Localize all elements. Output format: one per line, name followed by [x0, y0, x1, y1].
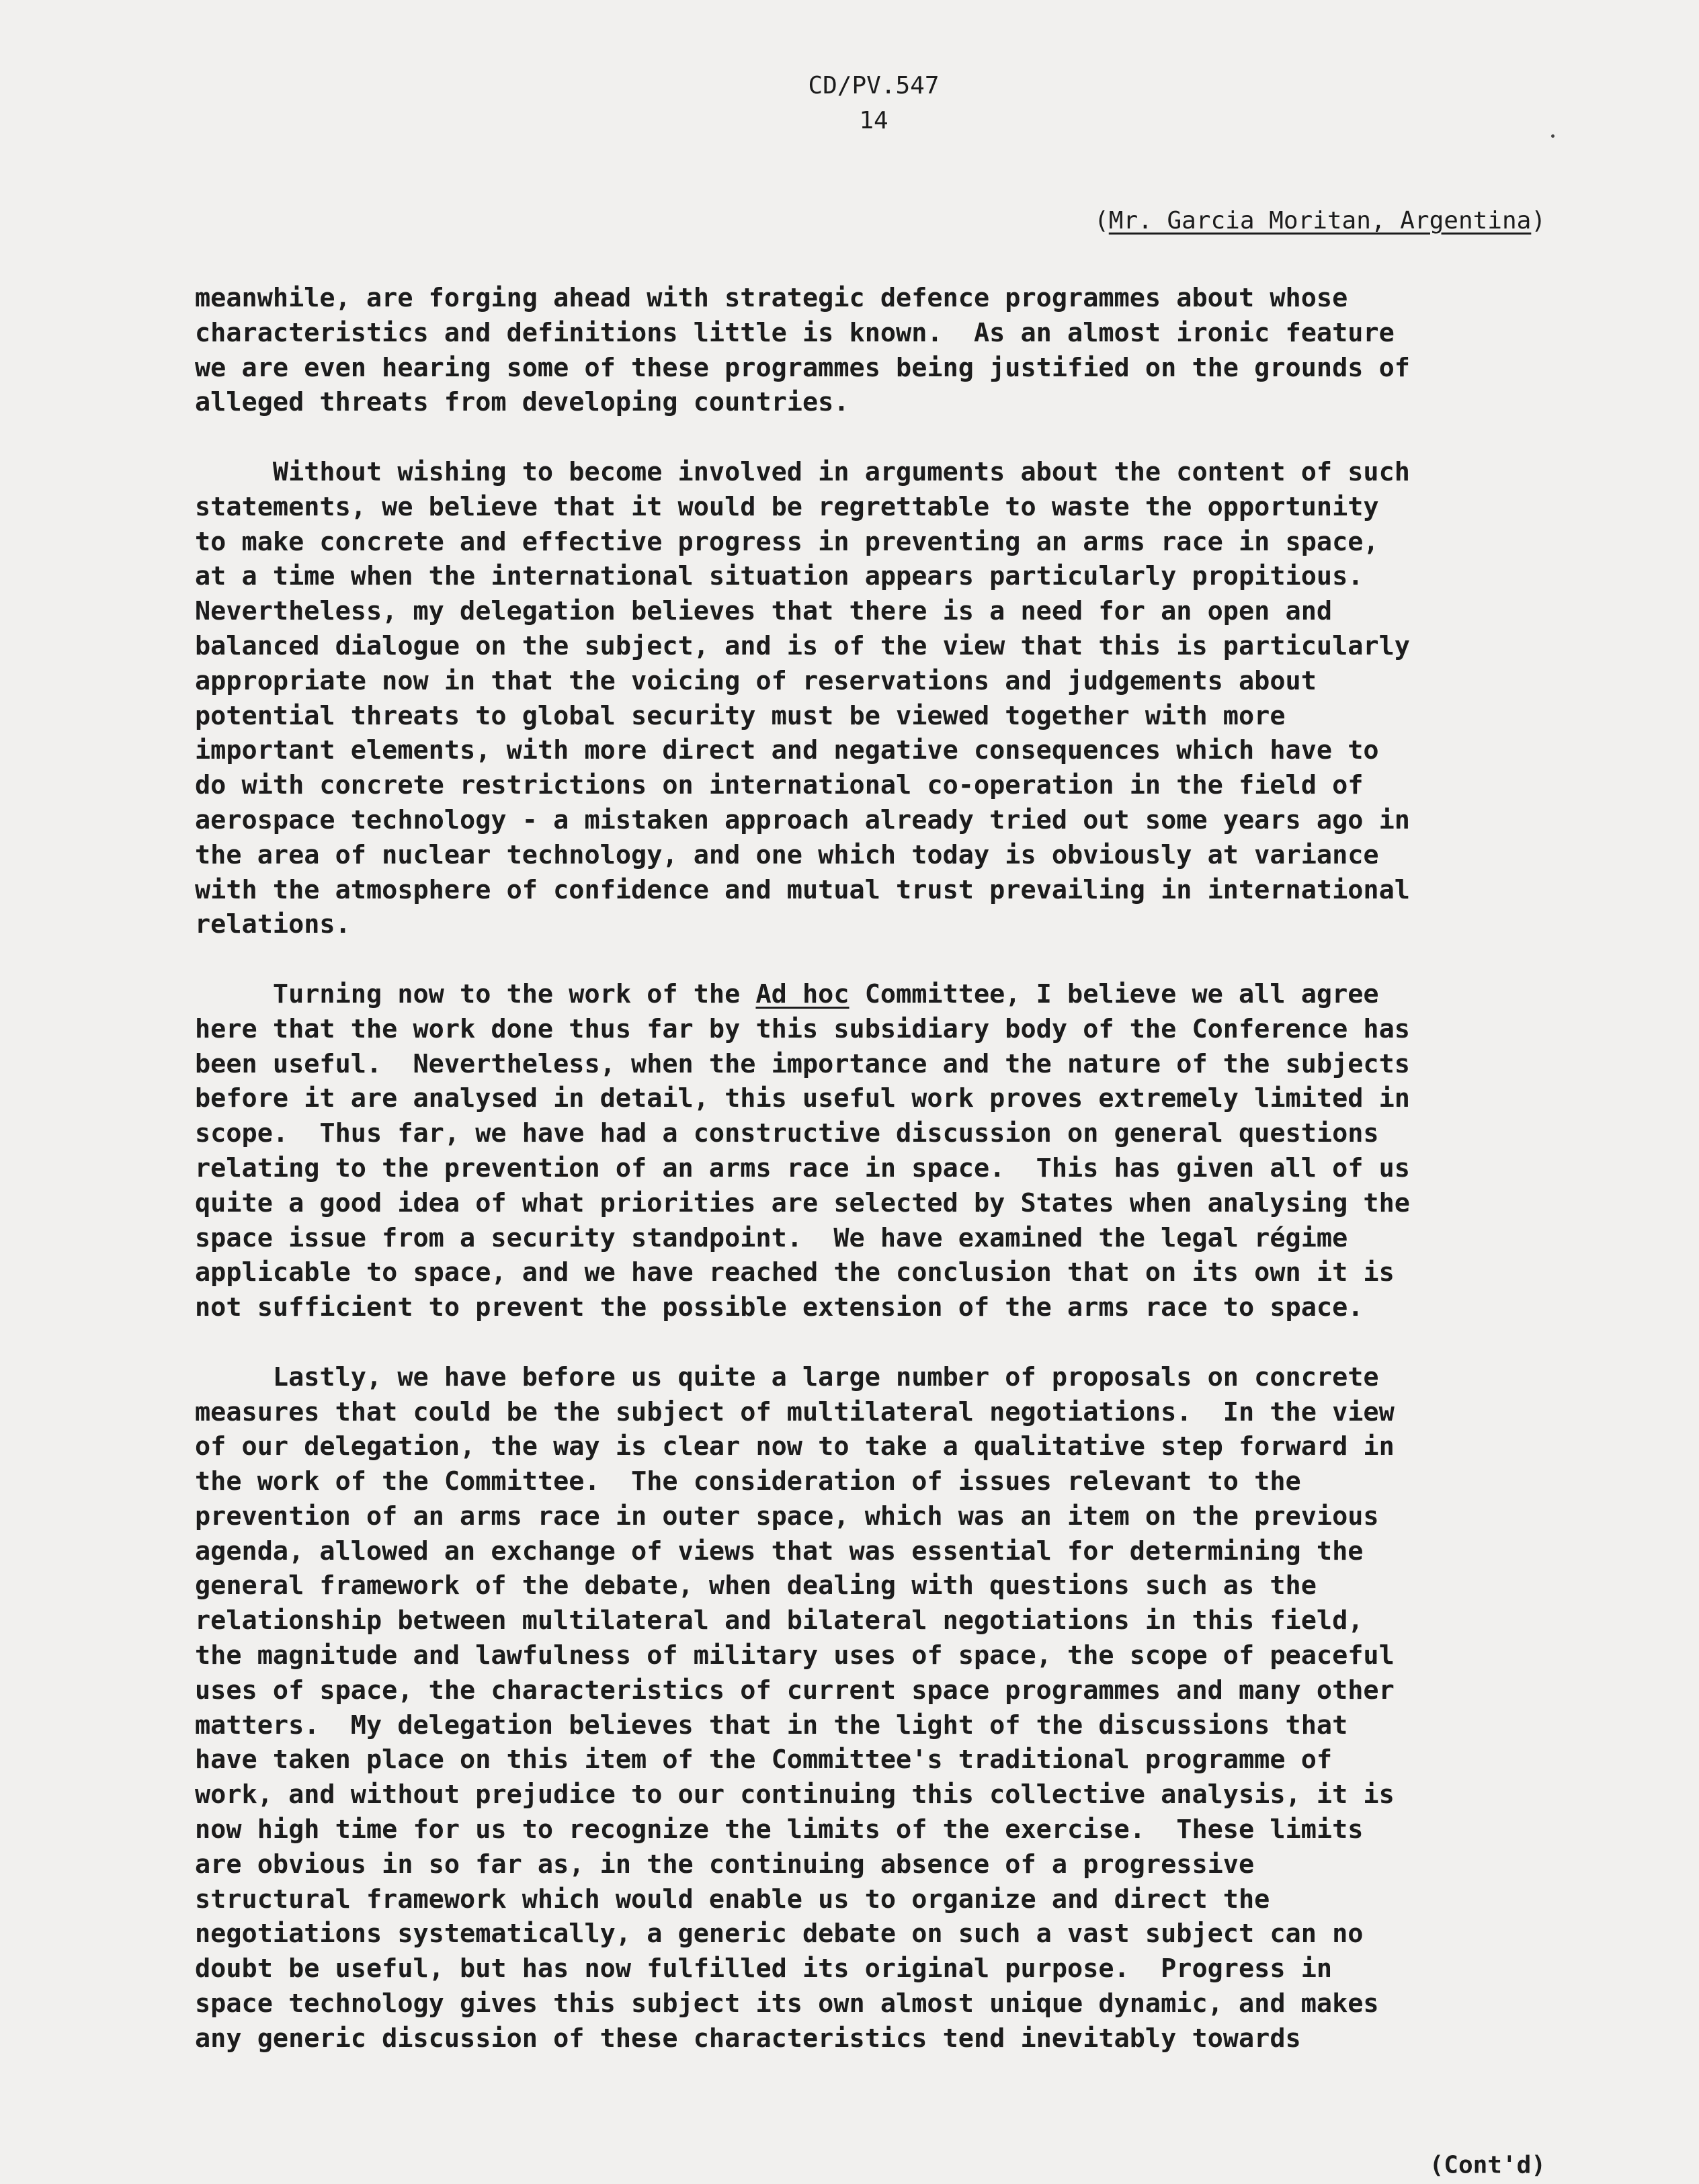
- page-number: 14: [859, 107, 888, 134]
- paragraph: [195, 1360, 1552, 2056]
- text-line: not sufficient to prevent the possible extension of the arms race to space.: [195, 1292, 1364, 1323]
- continuation-marker: (Cont'd): [1429, 2151, 1546, 2179]
- text-line: negotiations systematically, a generic debate on such a vast subject can no: [195, 1919, 1364, 1949]
- text-line: of our delegation, the way is clear now to take a qualitative step forward in: [195, 1431, 1395, 1462]
- text-line: potential threats to global security must be viewed together with more: [195, 700, 1286, 731]
- text-line: have taken place on this item of the Committee's traditional programme of: [195, 1745, 1333, 1775]
- text-line: scope. Thus far, we have had a constructive discussion on general questions: [195, 1118, 1379, 1149]
- text-line: now high time for us to recognize the limits of the exercise. These limits: [195, 1814, 1364, 1845]
- document-header: [793, 69, 954, 138]
- text-line: Lastly, we have before us quite a large number of proposals on concrete: [195, 1361, 1379, 1392]
- text-line: do with concrete restrictions on international co-operation in the field of: [195, 770, 1364, 801]
- paragraph: [195, 977, 1552, 1325]
- text-line: important elements, with more direct and negative consequences which have to: [195, 735, 1379, 766]
- text-line: space technology gives this subject its own almost unique dynamic, and makes: [195, 1988, 1379, 2019]
- text-line: measures that could be the subject of multilateral negotiations. In the view: [195, 1396, 1395, 1427]
- text-line: balanced dialogue on the subject, and is of the view that this is particularly: [195, 630, 1410, 661]
- text-line: alleged threats from developing countries.: [195, 387, 850, 418]
- text-line: general framework of the debate, when dealing with questions such as the: [195, 1570, 1317, 1601]
- text-line: any generic discussion of these characteristics tend inevitably towards: [195, 2023, 1301, 2054]
- text-line: the work of the Committee. The consideration of issues relevant to the: [195, 1466, 1301, 1497]
- scan-speck: [1551, 134, 1555, 138]
- text-line: to make concrete and effective progress in preventing an arms race in space,: [195, 526, 1379, 557]
- document-body: [195, 281, 1552, 2056]
- paragraph-gap: [195, 942, 1552, 977]
- text-line: applicable to space, and we have reached the conclusion that on its own it is: [195, 1257, 1395, 1288]
- text-line: here that the work done thus far by this subsidiary body of the Conference has: [195, 1013, 1410, 1044]
- paragraph: [195, 455, 1552, 942]
- text-line: we are even hearing some of these programmes being justified on the grounds of: [195, 352, 1410, 383]
- paragraph-gap: [195, 1325, 1552, 1360]
- speaker-name: Mr. Garcia Moritan, Argentina: [1108, 207, 1532, 235]
- paragraph-gap: [195, 420, 1552, 455]
- text-line: work, and without prejudice to our continuing this collective analysis, it is: [195, 1779, 1395, 1810]
- text-line: space issue from a security standpoint. We have examined the legal régime: [195, 1222, 1348, 1253]
- text-line: Without wishing to become involved in arguments about the content of such: [195, 456, 1410, 487]
- text-line: prevention of an arms race in outer space, which was an item on the previous: [195, 1501, 1379, 1531]
- speaker-close-paren: ): [1531, 207, 1546, 235]
- text-line: been useful. Nevertheless, when the importance and the nature of the subjects: [195, 1048, 1410, 1079]
- text-line: matters. My delegation believes that in the light of the discussions that: [195, 1710, 1348, 1740]
- text-line: doubt be useful, but has now fulfilled its original purpose. Progress in: [195, 1954, 1333, 1984]
- paragraph: [195, 281, 1552, 420]
- text-line: with the atmosphere of confidence and mutual trust prevailing in international: [195, 874, 1410, 905]
- text-line: at a time when the international situation appears particularly propitious.: [195, 561, 1364, 592]
- text-line: uses of space, the characteristics of current space programmes and many other: [195, 1675, 1395, 1706]
- text-line: before it are analysed in detail, this useful work proves extremely limited in: [195, 1083, 1410, 1114]
- text-line: appropriate now in that the voicing of reservations and judgements about: [195, 665, 1317, 696]
- text-line: agenda, allowed an exchange of views that was essential for determining the: [195, 1536, 1364, 1566]
- text-span: Committee, I believe we all agree: [849, 978, 1379, 1009]
- text-line: [195, 977, 1552, 1012]
- document-symbol: CD/PV.547: [808, 72, 940, 99]
- underlined-term: Ad hoc: [755, 978, 850, 1009]
- text-line: relations.: [195, 909, 351, 940]
- text-line: relating to the prevention of an arms race in space. This has given all of us: [195, 1152, 1410, 1183]
- text-line: are obvious in so far as, in the continuing absence of a progressive: [195, 1849, 1255, 1880]
- text-line: statements, we believe that it would be regrettable to waste the opportunity: [195, 491, 1379, 522]
- text-line: structural framework which would enable us to organize and direct the: [195, 1884, 1270, 1915]
- text-line: quite a good idea of what priorities are selected by States when analysing the: [195, 1187, 1410, 1218]
- text-line: characteristics and definitions little is known. As an almost ironic feature: [195, 317, 1395, 348]
- text-span: Turning now to the work of the: [195, 978, 756, 1009]
- text-line: Nevertheless, my delegation believes that there is a need for an open and: [195, 596, 1333, 627]
- text-line: meanwhile, are forging ahead with strategic defence programmes about whose: [195, 283, 1348, 313]
- text-line: relationship between multilateral and bilateral negotiations in this field,: [195, 1605, 1364, 1636]
- text-line: aerospace technology - a mistaken approach already tried out some years ago in: [195, 804, 1410, 835]
- text-line: the area of nuclear technology, and one which today is obviously at variance: [195, 839, 1379, 870]
- text-line: the magnitude and lawfulness of military uses of space, the scope of peaceful: [195, 1640, 1395, 1671]
- speaker-open-paren: (: [1094, 207, 1109, 235]
- speaker-attribution: [1094, 207, 1546, 235]
